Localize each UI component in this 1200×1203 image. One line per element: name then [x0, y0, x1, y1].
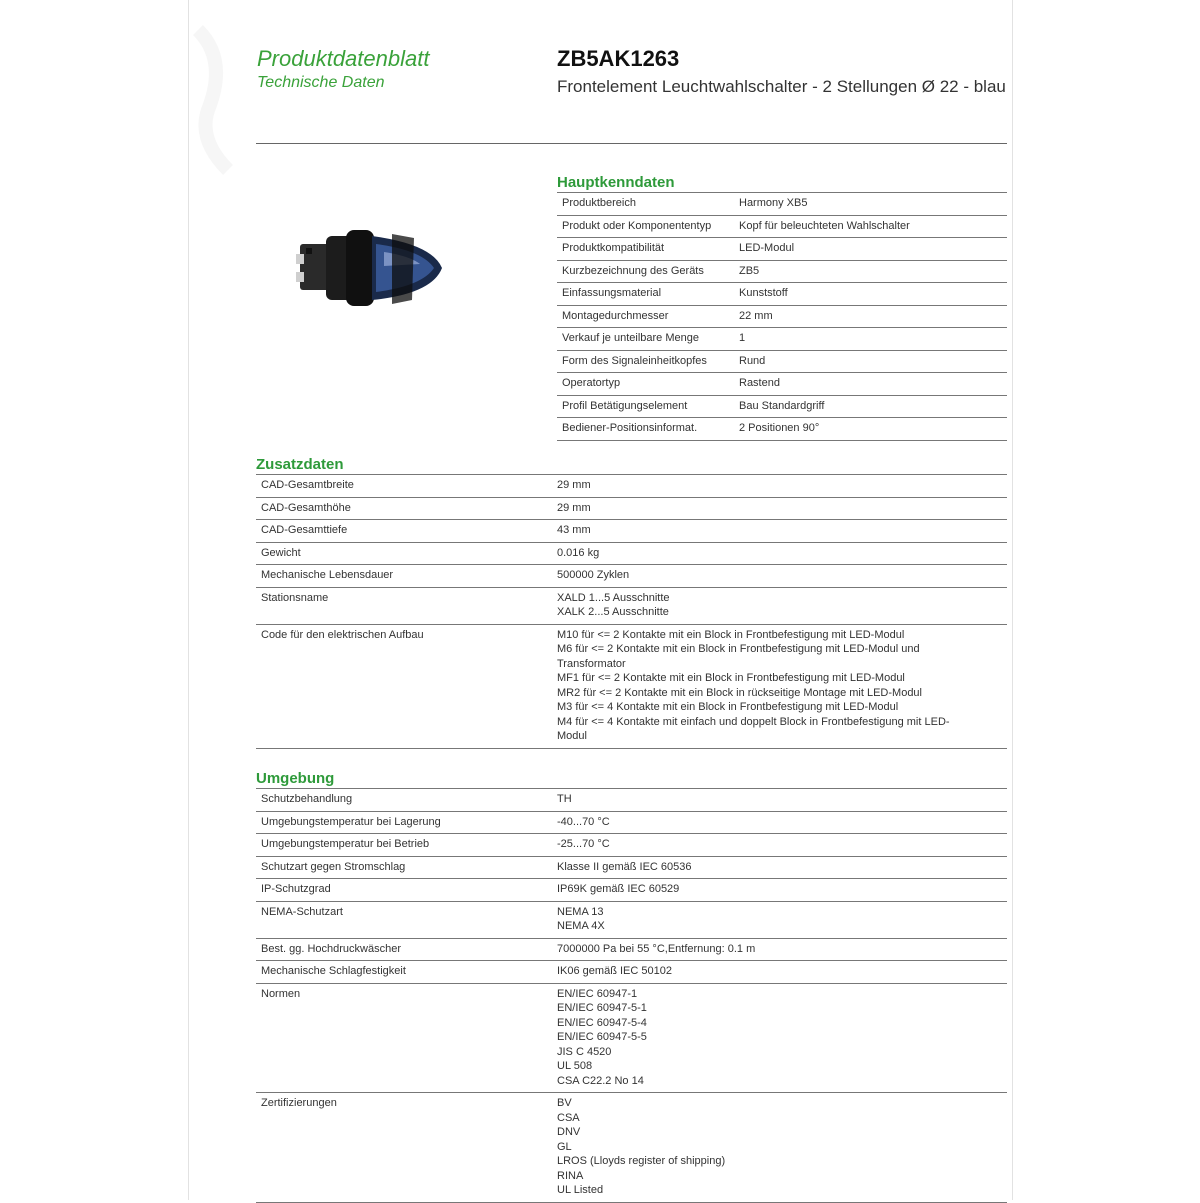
- table-row: [256, 624, 1007, 748]
- row-value-line: -40...70 °C: [557, 815, 610, 828]
- row-value: [734, 260, 1007, 283]
- row-value-line: MR2 für <= 2 Kontakte mit ein Block in rückseitige Montage mit LED-Modul: [557, 686, 922, 699]
- row-key: Schutzart gegen Stromschlag: [256, 856, 552, 879]
- row-value-line: -25...70 °C: [557, 838, 610, 850]
- row-value: [552, 475, 1007, 498]
- section-title-zusatzdaten: Zusatzdaten: [256, 456, 344, 473]
- row-value-line: IP69K gemäß IEC 60529: [557, 883, 680, 895]
- row-value-line: NEMA 4X: [557, 920, 605, 932]
- table-row: [256, 789, 1007, 812]
- row-value: [552, 624, 1007, 748]
- table-row: [557, 395, 1007, 418]
- table-row: [557, 238, 1007, 261]
- watermark-logo: [188, 0, 268, 180]
- row-value-line: IK06 gemäß IEC 50102: [557, 965, 672, 977]
- table-row: [256, 983, 1007, 1093]
- row-value-line: RINA: [557, 1169, 584, 1182]
- row-value-line: XALD 1...5 Ausschnitte: [557, 591, 670, 604]
- section-title-umgebung: Umgebung: [256, 770, 335, 787]
- row-value-line: 2 Positionen 90°: [739, 422, 820, 434]
- page-edge-right: [1012, 0, 1013, 1200]
- row-value: [552, 542, 1007, 565]
- row-key: Montagedurchmesser: [557, 305, 734, 328]
- section-zusatzdaten: [256, 456, 1007, 749]
- row-value: [552, 811, 1007, 834]
- table-row: [557, 328, 1007, 351]
- row-value-line: Modul: [557, 730, 587, 742]
- table-row: [557, 350, 1007, 373]
- table-row: [256, 497, 1007, 520]
- row-value-line: BV: [557, 1097, 572, 1109]
- header-divider: [256, 143, 1007, 144]
- row-value-line: Klasse II gemäß IEC 60536: [557, 860, 692, 873]
- row-value: [734, 373, 1007, 396]
- row-value-line: EN/IEC 60947-5-5: [557, 1031, 647, 1043]
- row-value: [734, 305, 1007, 328]
- table-row: [557, 418, 1007, 441]
- row-value-line: EN/IEC 60947-5-4: [557, 1016, 647, 1029]
- row-key: Umgebungstemperatur bei Lagerung: [256, 811, 552, 834]
- row-key: Produktkompatibilität: [557, 238, 734, 261]
- row-value-line: Kopf für beleuchteten Wahlschalter: [739, 219, 910, 232]
- table-row: [256, 542, 1007, 565]
- row-value: [734, 328, 1007, 351]
- row-key: Mechanische Lebensdauer: [256, 565, 552, 588]
- table-row: [256, 587, 1007, 624]
- row-value-line: M10 für <= 2 Kontakte mit ein Block in Frontbefestigung mit LED-Modul: [557, 628, 905, 641]
- row-key: Best. gg. Hochdruckwäscher: [256, 938, 552, 961]
- row-key: Normen: [256, 983, 552, 1093]
- row-value: [552, 961, 1007, 984]
- row-value-line: Kunststoff: [739, 287, 788, 299]
- row-value: [552, 834, 1007, 857]
- row-value-line: EN/IEC 60947-1: [557, 987, 638, 1000]
- table-row: [557, 305, 1007, 328]
- row-value: [552, 901, 1007, 938]
- row-value-line: M4 für <= 4 Kontakte mit einfach und doppelt Block in Frontbefestigung mit LED-: [557, 715, 950, 728]
- row-key: NEMA-Schutzart: [256, 901, 552, 938]
- document-subtitle: Technische Daten: [257, 74, 385, 91]
- row-value-line: CSA C22.2 No 14: [557, 1074, 644, 1087]
- row-value-line: EN/IEC 60947-5-1: [557, 1002, 647, 1014]
- table-row: [557, 260, 1007, 283]
- row-key: CAD-Gesamthöhe: [256, 497, 552, 520]
- row-key: Umgebungstemperatur bei Betrieb: [256, 834, 552, 857]
- hauptkenndaten-table: [557, 192, 1007, 441]
- umgebung-table: [256, 788, 1007, 1203]
- row-value-line: LROS (Lloyds register of shipping): [557, 1155, 726, 1167]
- row-value-line: XALK 2...5 Ausschnitte: [557, 606, 669, 618]
- row-value: [552, 983, 1007, 1093]
- zusatzdaten-table: [256, 474, 1007, 749]
- row-value-line: NEMA 13: [557, 905, 604, 918]
- section-umgebung: [256, 770, 1007, 1203]
- row-value: [552, 879, 1007, 902]
- row-value-line: UL 508: [557, 1060, 593, 1072]
- table-row: [256, 475, 1007, 498]
- table-row: [557, 215, 1007, 238]
- row-key: Mechanische Schlagfestigkeit: [256, 961, 552, 984]
- row-key: Code für den elektrischen Aufbau: [256, 624, 552, 748]
- row-value-line: 29 mm: [557, 479, 591, 491]
- table-row: [256, 834, 1007, 857]
- table-row: [256, 901, 1007, 938]
- table-row: [256, 1093, 1007, 1203]
- section-title-hauptkenndaten: Hauptkenndaten: [557, 174, 675, 191]
- row-value: [734, 283, 1007, 306]
- table-row: [256, 811, 1007, 834]
- row-value-line: LED-Modul: [739, 242, 795, 254]
- row-key: Stationsname: [256, 587, 552, 624]
- row-value-line: 500000 Zyklen: [557, 569, 630, 581]
- row-key: Zertifizierungen: [256, 1093, 552, 1203]
- row-key: Verkauf je unteilbare Menge: [557, 328, 734, 351]
- row-value: [552, 789, 1007, 812]
- row-value: [552, 587, 1007, 624]
- row-key: Kurzbezeichnung des Geräts: [557, 260, 734, 283]
- row-value-line: ZB5: [739, 264, 760, 277]
- row-value-line: M6 für <= 2 Kontakte mit ein Block in Frontbefestigung mit LED-Modul und: [557, 643, 920, 655]
- table-row: [256, 565, 1007, 588]
- table-row: [256, 938, 1007, 961]
- row-value-line: DNV: [557, 1126, 581, 1138]
- row-key: IP-Schutzgrad: [256, 879, 552, 902]
- product-image: [292, 214, 452, 314]
- row-value-line: 22 mm: [739, 309, 773, 322]
- row-value: [552, 565, 1007, 588]
- row-value-line: Bau Standardgriff: [739, 399, 825, 412]
- table-row: [256, 520, 1007, 543]
- row-value: [734, 238, 1007, 261]
- row-value-line: 0.016 kg: [557, 546, 600, 559]
- row-value: [552, 938, 1007, 961]
- table-row: [557, 193, 1007, 216]
- row-value: [734, 350, 1007, 373]
- row-value-line: GL: [557, 1140, 572, 1153]
- row-value-line: 29 mm: [557, 501, 591, 514]
- row-value-line: UL Listed: [557, 1184, 604, 1196]
- section-hauptkenndaten: [557, 174, 1007, 441]
- document-title: Produktdatenblatt: [257, 46, 430, 71]
- row-value-line: Transformator: [557, 657, 626, 670]
- row-key: Gewicht: [256, 542, 552, 565]
- row-value-line: 1: [739, 332, 746, 344]
- row-value-line: M3 für <= 4 Kontakte mit ein Block in Frontbefestigung mit LED-Modul: [557, 701, 899, 713]
- row-value: [734, 193, 1007, 216]
- row-value-line: JIS C 4520: [557, 1045, 612, 1058]
- row-key: Bediener-Positionsinformat.: [557, 418, 734, 441]
- product-description: Frontelement Leuchtwahlschalter - 2 Stellungen Ø 22 - blau: [557, 77, 1006, 96]
- row-value-line: TH: [557, 793, 572, 805]
- product-code: ZB5AK1263: [557, 46, 680, 71]
- table-row: [557, 283, 1007, 306]
- row-value-line: Rund: [739, 354, 766, 367]
- header-right: [557, 46, 1007, 98]
- table-row: [256, 879, 1007, 902]
- row-value: [552, 497, 1007, 520]
- header-left: [257, 46, 429, 93]
- row-key: Produktbereich: [557, 193, 734, 216]
- row-value: [734, 395, 1007, 418]
- row-value-line: CSA: [557, 1111, 580, 1124]
- row-value: [552, 1093, 1007, 1203]
- row-key: Produkt oder Komponententyp: [557, 215, 734, 238]
- row-key: CAD-Gesamttiefe: [256, 520, 552, 543]
- row-key: CAD-Gesamtbreite: [256, 475, 552, 498]
- table-row: [557, 373, 1007, 396]
- table-row: [256, 856, 1007, 879]
- row-key: Profil Betätigungselement: [557, 395, 734, 418]
- row-value: [552, 856, 1007, 879]
- row-value: [552, 520, 1007, 543]
- row-value-line: MF1 für <= 2 Kontakte mit ein Block in Frontbefestigung mit LED-Modul: [557, 672, 905, 684]
- row-value-line: 7000000 Pa bei 55 °C,Entfernung: 0.1 m: [557, 942, 756, 955]
- row-value-line: Rastend: [739, 377, 780, 389]
- row-key: Schutzbehandlung: [256, 789, 552, 812]
- page-edge-left: [188, 0, 189, 1200]
- table-row: [256, 961, 1007, 984]
- row-key: Einfassungsmaterial: [557, 283, 734, 306]
- row-value: [734, 418, 1007, 441]
- row-key: Operatortyp: [557, 373, 734, 396]
- row-key: Form des Signaleinheitkopfes: [557, 350, 734, 373]
- row-value: [734, 215, 1007, 238]
- row-value-line: Harmony XB5: [739, 197, 808, 209]
- row-value-line: 43 mm: [557, 524, 591, 536]
